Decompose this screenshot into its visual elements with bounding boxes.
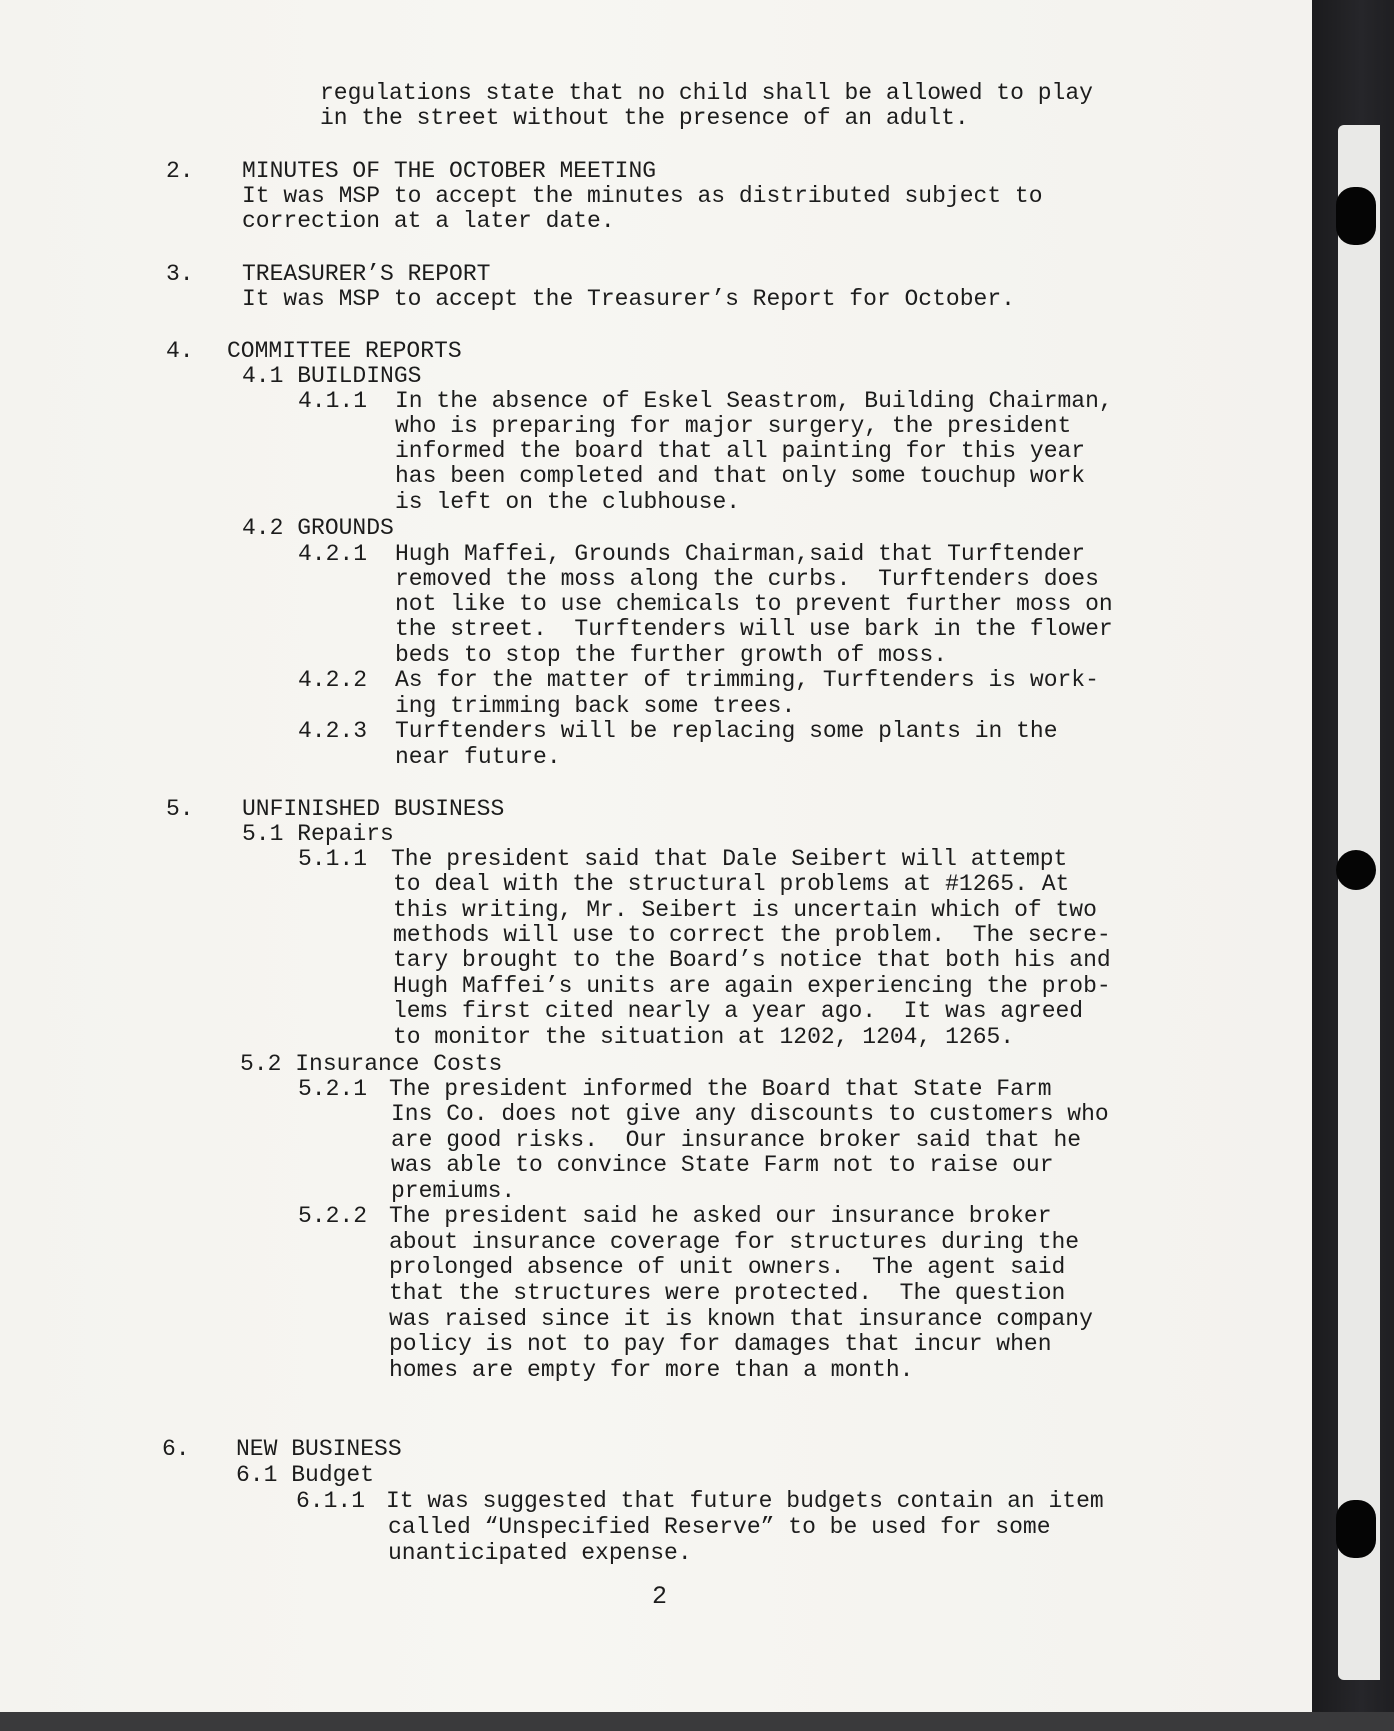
body-line: has been completed and that only some touchup work [395,463,1086,489]
page-number: 2 [652,1582,668,1611]
body-line: who is preparing for major surgery, the president [395,413,1072,439]
item-number: 4.1.1 [298,388,368,414]
body-line: The president informed the Board that State Farm [389,1076,1052,1102]
subsection-heading: 6.1 Budget [236,1462,375,1488]
body-line: lems first cited nearly a year ago. It was agreed [393,998,1084,1024]
body-line: policy is not to pay for damages that incur when [389,1331,1052,1357]
item-number: 4.2.1 [298,541,368,567]
body-line: are good risks. Our insurance broker said that he [391,1127,1082,1153]
body-line: informed the board that all painting for this year [395,438,1086,464]
section-number: 6. [162,1436,190,1462]
body-line: homes are empty for more than a month. [389,1357,914,1383]
body-line: in the street without the presence of an adult. [320,105,969,131]
body-line: correction at a later date. [242,208,615,234]
body-line: near future. [395,744,561,770]
body-line: removed the moss along the curbs. Turftenders does [395,566,1099,592]
body-line: to deal with the structural problems at #1265. At [393,871,1070,897]
body-line: called “Unspecified Reserve” to be used for some [388,1514,1051,1540]
section-heading: UNFINISHED BUSINESS [242,796,505,822]
subsection-heading: 4.1 BUILDINGS [242,363,422,389]
body-line: The president said he asked our insurance broker [389,1203,1052,1229]
binder-hole-middle [1336,850,1376,890]
body-line: was raised since it is known that insurance company [389,1306,1093,1332]
body-line: Hugh Maffei’s units are again experiencing the prob- [393,973,1111,999]
body-line: It was MSP to accept the minutes as distributed subject to [242,183,1043,209]
item-number: 6.1.1 [296,1488,366,1514]
body-line: the street. Turftenders will use bark in the flower [395,616,1113,642]
section-heading: NEW BUSINESS [236,1436,402,1462]
body-line: It was MSP to accept the Treasurer’s Report for October. [242,286,1015,312]
body-line: As for the matter of trimming, Turftenders is work- [395,667,1099,693]
body-line: Ins Co. does not give any discounts to customers who [391,1101,1109,1127]
section-number: 4. [166,338,194,364]
body-line: premiums. [391,1178,516,1204]
body-line: was able to convince State Farm not to raise our [391,1152,1054,1178]
body-line: to monitor the situation at 1202, 1204, 1265. [393,1024,1015,1050]
item-number: 5.2.2 [298,1203,368,1229]
body-line: that the structures were protected. The question [389,1280,1066,1306]
body-line: not like to use chemicals to prevent further moss on [395,591,1113,617]
body-line: beds to stop the further growth of moss. [395,642,948,668]
body-line: It was suggested that future budgets contain an item [386,1488,1104,1514]
body-line: prolonged absence of unit owners. The agent said [389,1254,1066,1280]
body-line: about insurance coverage for structures during the [389,1229,1080,1255]
binder-hole-top [1336,187,1376,245]
body-line: regulations state that no child shall be allowed to play [320,80,1093,106]
body-line: Turftenders will be replacing some plants in the [395,718,1058,744]
section-number: 5. [166,796,194,822]
body-line: methods will use to correct the problem. The secre- [393,922,1111,948]
item-number: 4.2.2 [298,667,368,693]
body-line: Hugh Maffei, Grounds Chairman,said that Turftender [395,541,1086,567]
body-line: tary brought to the Board’s notice that both his and [393,947,1111,973]
item-number: 5.2.1 [298,1076,368,1102]
body-line: is left on the clubhouse. [395,489,741,515]
sleeve-strip [1338,125,1380,1680]
subsection-heading: 4.2 GROUNDS [242,515,394,541]
binder-hole-bottom [1336,1500,1376,1558]
section-heading: TREASURER’S REPORT [242,261,491,287]
body-line: The president said that Dale Seibert will attempt [391,846,1068,872]
item-number: 5.1.1 [298,846,368,872]
body-line: this writing, Mr. Seibert is uncertain which of two [393,897,1097,923]
section-heading: MINUTES OF THE OCTOBER MEETING [242,158,657,184]
body-line: ing trimming back some trees. [395,693,796,719]
section-heading: COMMITTEE REPORTS [227,338,462,364]
section-number: 3. [166,261,194,287]
body-line: unanticipated expense. [388,1540,692,1566]
item-number: 4.2.3 [298,718,368,744]
body-line: In the absence of Eskel Seastrom, Building Chairman, [395,388,1113,414]
subsection-heading: 5.2 Insurance Costs [240,1051,503,1077]
section-number: 2. [166,158,194,184]
subsection-heading: 5.1 Repairs [242,821,394,847]
